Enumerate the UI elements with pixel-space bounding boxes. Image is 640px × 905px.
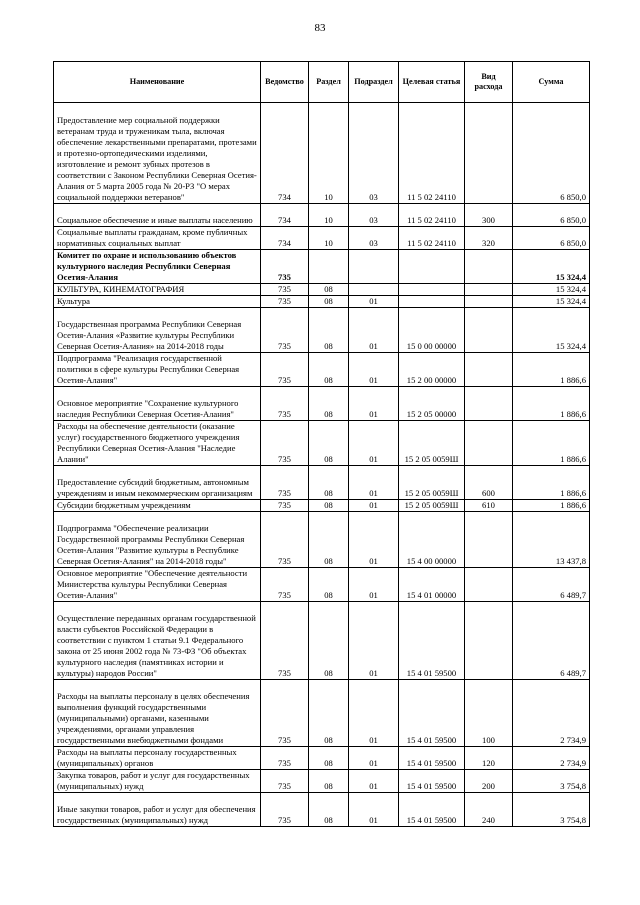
cell-department: 735 xyxy=(261,421,309,466)
cell-target-item: 15 0 00 00000 xyxy=(399,308,465,353)
cell-expense-type xyxy=(465,296,513,308)
cell-amount: 2 734,9 xyxy=(513,680,590,747)
table-header-row xyxy=(54,62,590,103)
table-row xyxy=(54,296,590,308)
cell-name: Иные закупки товаров, работ и услуг для обеспечения государственных (муниципальных) нужд xyxy=(54,793,261,827)
table-row xyxy=(54,512,590,568)
cell-section: 08 xyxy=(309,421,349,466)
cell-name: Расходы на обеспечение деятельности (оказание услуг) государственного бюджетного учреждения Республики Северная Осетия-Алания "Наследие Алании" xyxy=(54,421,261,466)
cell-department: 735 xyxy=(261,770,309,793)
cell-department: 735 xyxy=(261,568,309,602)
cell-department: 735 xyxy=(261,387,309,421)
header-name: Наименование xyxy=(54,62,261,103)
table-row xyxy=(54,387,590,421)
cell-target-item: 15 4 01 59500 xyxy=(399,770,465,793)
budget-table xyxy=(53,61,590,827)
cell-expense-type xyxy=(465,421,513,466)
cell-name: Социальное обеспечение и иные выплаты населению xyxy=(54,204,261,227)
cell-expense-type xyxy=(465,284,513,296)
cell-name: Основное мероприятие "Обеспечение деятельности Министерства культуры Республики Северная Осетия-Алания" xyxy=(54,568,261,602)
cell-section: 08 xyxy=(309,568,349,602)
cell-target-item: 15 4 01 59500 xyxy=(399,680,465,747)
cell-expense-type: 600 xyxy=(465,466,513,500)
cell-department: 735 xyxy=(261,308,309,353)
cell-target-item: 15 2 05 0059Ш xyxy=(399,421,465,466)
cell-expense-type: 300 xyxy=(465,204,513,227)
cell-section: 08 xyxy=(309,353,349,387)
table-row xyxy=(54,421,590,466)
cell-target-item: 15 4 01 00000 xyxy=(399,568,465,602)
table-row xyxy=(54,466,590,500)
cell-subsection: 01 xyxy=(349,466,399,500)
cell-target-item: 15 2 00 00000 xyxy=(399,353,465,387)
cell-amount: 1 886,6 xyxy=(513,421,590,466)
cell-subsection: 01 xyxy=(349,353,399,387)
cell-section: 10 xyxy=(309,227,349,250)
cell-target-item: 15 4 01 59500 xyxy=(399,602,465,680)
cell-amount: 6 850,0 xyxy=(513,204,590,227)
header-expense-type: Вид расхода xyxy=(465,62,513,103)
cell-amount: 1 886,6 xyxy=(513,500,590,512)
cell-target-item xyxy=(399,296,465,308)
cell-amount: 15 324,4 xyxy=(513,308,590,353)
cell-target-item xyxy=(399,250,465,284)
cell-department: 735 xyxy=(261,602,309,680)
cell-subsection: 01 xyxy=(349,568,399,602)
cell-name: Предоставление субсидий бюджетным, автономным учреждениям и иным некоммерческим организациям xyxy=(54,466,261,500)
cell-amount: 6 850,0 xyxy=(513,103,590,204)
cell-subsection: 01 xyxy=(349,308,399,353)
cell-expense-type: 200 xyxy=(465,770,513,793)
cell-amount: 15 324,4 xyxy=(513,296,590,308)
cell-section: 10 xyxy=(309,204,349,227)
cell-target-item: 15 2 05 0059Ш xyxy=(399,500,465,512)
cell-expense-type: 320 xyxy=(465,227,513,250)
table-row xyxy=(54,353,590,387)
table-row xyxy=(54,770,590,793)
cell-subsection xyxy=(349,250,399,284)
cell-department: 735 xyxy=(261,353,309,387)
cell-department: 735 xyxy=(261,296,309,308)
table-row xyxy=(54,227,590,250)
cell-amount: 3 754,8 xyxy=(513,793,590,827)
table-row xyxy=(54,284,590,296)
cell-expense-type xyxy=(465,353,513,387)
cell-subsection: 01 xyxy=(349,512,399,568)
cell-department: 735 xyxy=(261,680,309,747)
cell-name: Расходы на выплаты персоналу государственных (муниципальных) органов xyxy=(54,747,261,770)
cell-target-item: 11 5 02 24110 xyxy=(399,227,465,250)
cell-expense-type xyxy=(465,568,513,602)
cell-expense-type: 100 xyxy=(465,680,513,747)
table-row xyxy=(54,204,590,227)
cell-name: Предоставление мер социальной поддержки ветеранам труда и труженикам тыла, включая обеспечение лекарственными препаратами, протезами и протезно-ортопедическими изделиями, изготовление и ремонт зубных протезов в соответствии с Законом Республики Северная Осетия-Алания от 5 марта 2005 года № 20-РЗ "О мерах социальной поддержки ветеранов" xyxy=(54,103,261,204)
cell-name: Субсидии бюджетным учреждениям xyxy=(54,500,261,512)
cell-department: 734 xyxy=(261,227,309,250)
cell-target-item xyxy=(399,284,465,296)
cell-name: Подпрограмма "Обеспечение реализации Государственной программы Республики Северная Осетия-Алания "Развитие культуры в Республике Северная Осетия-Алания" на 2014-2018 годы" xyxy=(54,512,261,568)
page-number: 83 xyxy=(314,22,326,34)
cell-subsection xyxy=(349,284,399,296)
cell-target-item: 15 4 01 59500 xyxy=(399,747,465,770)
table-row xyxy=(54,500,590,512)
header-amount: Сумма xyxy=(513,62,590,103)
cell-subsection: 01 xyxy=(349,387,399,421)
cell-subsection: 01 xyxy=(349,680,399,747)
cell-target-item: 15 2 05 0059Ш xyxy=(399,466,465,500)
cell-amount: 1 886,6 xyxy=(513,353,590,387)
cell-name: Закупка товаров, работ и услуг для государственных (муниципальных) нужд xyxy=(54,770,261,793)
cell-expense-type xyxy=(465,387,513,421)
cell-subsection: 01 xyxy=(349,296,399,308)
cell-subsection: 03 xyxy=(349,227,399,250)
table-row xyxy=(54,568,590,602)
cell-subsection: 03 xyxy=(349,103,399,204)
cell-expense-type: 610 xyxy=(465,500,513,512)
cell-expense-type xyxy=(465,250,513,284)
cell-subsection: 01 xyxy=(349,421,399,466)
cell-section: 08 xyxy=(309,680,349,747)
cell-expense-type xyxy=(465,512,513,568)
cell-section: 08 xyxy=(309,770,349,793)
cell-department: 735 xyxy=(261,250,309,284)
cell-section: 08 xyxy=(309,296,349,308)
header-subsection: Подраздел xyxy=(349,62,399,103)
cell-subsection: 01 xyxy=(349,793,399,827)
cell-target-item: 15 4 01 59500 xyxy=(399,793,465,827)
cell-amount: 13 437,8 xyxy=(513,512,590,568)
cell-target-item: 15 4 00 00000 xyxy=(399,512,465,568)
table-row xyxy=(54,103,590,204)
cell-expense-type xyxy=(465,308,513,353)
cell-name: Расходы на выплаты персоналу в целях обеспечения выполнения функций государственными (муниципальными) органами, казенными учреждениями, органами управления государственными внебюджетными фондами xyxy=(54,680,261,747)
cell-section: 08 xyxy=(309,512,349,568)
cell-amount: 6 489,7 xyxy=(513,568,590,602)
cell-subsection: 01 xyxy=(349,747,399,770)
table-row xyxy=(54,793,590,827)
cell-name: Осуществление переданных органам государственной власти субъектов Российской Федерации в соответствии с пунктом 1 статьи 9.1 Федерального закона от 25 июня 2002 года № 73-ФЗ "Об объектах культурного наследия (памятниках истории и культуры) народов России" xyxy=(54,602,261,680)
table-row xyxy=(54,602,590,680)
cell-section: 08 xyxy=(309,284,349,296)
cell-department: 735 xyxy=(261,466,309,500)
cell-amount: 15 324,4 xyxy=(513,250,590,284)
cell-name: КУЛЬТУРА, КИНЕМАТОГРАФИЯ xyxy=(54,284,261,296)
cell-section: 08 xyxy=(309,466,349,500)
cell-department: 734 xyxy=(261,204,309,227)
header-department: Ведомство xyxy=(261,62,309,103)
cell-section: 08 xyxy=(309,793,349,827)
cell-name: Подпрограмма "Реализация государственной политики в сфере культуры Республики Северная Осетия-Алания" xyxy=(54,353,261,387)
table-row xyxy=(54,250,590,284)
cell-expense-type xyxy=(465,602,513,680)
cell-department: 735 xyxy=(261,747,309,770)
cell-amount: 1 886,6 xyxy=(513,466,590,500)
cell-amount: 15 324,4 xyxy=(513,284,590,296)
cell-name: Государственная программа Республики Северная Осетия-Алания «Развитие культуры Республики Северная Осетия-Алания» на 2014-2018 годы xyxy=(54,308,261,353)
cell-department: 735 xyxy=(261,512,309,568)
cell-target-item: 11 5 02 24110 xyxy=(399,103,465,204)
cell-section xyxy=(309,250,349,284)
cell-department: 734 xyxy=(261,103,309,204)
cell-department: 735 xyxy=(261,284,309,296)
cell-amount: 3 754,8 xyxy=(513,770,590,793)
cell-name: Основное мероприятие "Сохранение культурного наследия Республики Северная Осетия-Алания" xyxy=(54,387,261,421)
header-target-item: Целевая статья xyxy=(399,62,465,103)
cell-name: Социальные выплаты гражданам, кроме публичных нормативных социальных выплат xyxy=(54,227,261,250)
cell-amount: 1 886,6 xyxy=(513,387,590,421)
cell-department: 735 xyxy=(261,793,309,827)
cell-section: 08 xyxy=(309,747,349,770)
cell-expense-type xyxy=(465,103,513,204)
cell-amount: 2 734,9 xyxy=(513,747,590,770)
cell-amount: 6 850,0 xyxy=(513,227,590,250)
cell-section: 10 xyxy=(309,103,349,204)
cell-target-item: 15 2 05 00000 xyxy=(399,387,465,421)
table-row xyxy=(54,747,590,770)
cell-section: 08 xyxy=(309,387,349,421)
cell-department: 735 xyxy=(261,500,309,512)
cell-name: Комитет по охране и использованию объектов культурного наследия Республики Северная Осетия-Алания xyxy=(54,250,261,284)
cell-section: 08 xyxy=(309,602,349,680)
table-row xyxy=(54,680,590,747)
cell-name: Культура xyxy=(54,296,261,308)
cell-target-item: 11 5 02 24110 xyxy=(399,204,465,227)
cell-subsection: 03 xyxy=(349,204,399,227)
cell-subsection: 01 xyxy=(349,770,399,793)
cell-expense-type: 120 xyxy=(465,747,513,770)
cell-subsection: 01 xyxy=(349,602,399,680)
cell-section: 08 xyxy=(309,500,349,512)
table-row xyxy=(54,308,590,353)
cell-section: 08 xyxy=(309,308,349,353)
cell-amount: 6 489,7 xyxy=(513,602,590,680)
cell-subsection: 01 xyxy=(349,500,399,512)
header-section: Раздел xyxy=(309,62,349,103)
cell-expense-type: 240 xyxy=(465,793,513,827)
